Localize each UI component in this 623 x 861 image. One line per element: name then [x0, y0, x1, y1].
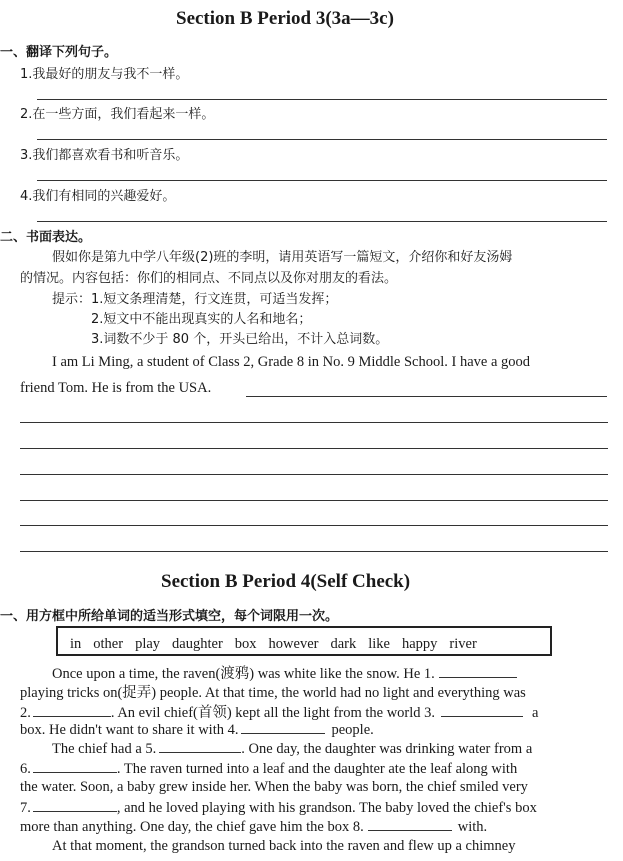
- passage-line: The chief had a 5. . One day, the daughter was drinking water from a: [52, 741, 533, 757]
- passage-line: 6. . The raven turned into a leaf and the daughter ate the leaf along with: [20, 761, 518, 777]
- passage-line: 7. , and he loved playing with his grandson. The baby loved the chief's box: [20, 800, 537, 816]
- blank-7[interactable]: [33, 799, 117, 812]
- writing-line[interactable]: [20, 448, 608, 449]
- passage-line: box. He didn't want to share it with 4. people.: [20, 722, 374, 738]
- answer-line[interactable]: [37, 221, 607, 222]
- passage-line: 2. . An evil chief(首领) kept all the light from the world 3. a: [20, 705, 539, 721]
- passage-line: At that moment, the grandson turned back into the raven and flew up a chimney: [52, 838, 516, 854]
- word-box-item: river: [449, 636, 477, 652]
- word-box-item: other: [93, 636, 124, 652]
- blank-5[interactable]: [159, 740, 241, 753]
- word-box-item: play: [135, 636, 161, 652]
- blank-1[interactable]: [439, 665, 517, 678]
- translate-item-3: 3.我们都喜欢看书和听音乐。: [20, 148, 189, 163]
- writing-line[interactable]: [20, 474, 608, 475]
- blank-3[interactable]: [441, 704, 523, 717]
- writing-line[interactable]: [20, 500, 608, 501]
- word-box-item: happy: [401, 636, 438, 652]
- writing-line[interactable]: [246, 396, 607, 397]
- writing-line[interactable]: [20, 551, 608, 552]
- blank-8[interactable]: [368, 818, 452, 831]
- passage-line: playing tricks on(捉弄) people. At that time, the world had no light and everything was: [20, 685, 526, 701]
- word-box-item: like: [368, 636, 390, 652]
- writing-hint-3: 3.词数不少于 80 个，开头已给出，不计入总词数。: [91, 332, 389, 347]
- translate-item-1: 1.我最好的朋友与我不一样。: [20, 67, 189, 82]
- translate-item-2: 2.在一些方面，我们看起来一样。: [20, 107, 215, 122]
- word-box-item: box: [234, 636, 257, 652]
- passage-line: Once upon a time, the raven(渡鸦) was white like the snow. He 1.: [52, 662, 517, 683]
- word-box-item: dark: [330, 636, 357, 652]
- writing-line[interactable]: [20, 422, 608, 423]
- translate-item-4: 4.我们有相同的兴趣爱好。: [20, 189, 176, 204]
- writing-hint-2: 2.短文中不能出现真实的人名和地名；: [91, 312, 312, 327]
- writing-start-text: friend Tom. He is from the USA.: [20, 380, 212, 396]
- answer-line[interactable]: [37, 180, 607, 181]
- section-title-period-4: Section B Period 4(Self Check): [161, 571, 411, 592]
- part-heading-translate: 一、翻译下列句子。: [0, 45, 118, 60]
- section-title-period-3: Section B Period 3(3a—3c): [176, 8, 394, 29]
- word-box-item: however: [268, 636, 319, 652]
- word-box-item: daughter: [172, 636, 223, 652]
- writing-line[interactable]: [20, 525, 608, 526]
- writing-prompt: 的情况。内容包括：你们的相同点、不同点以及你对朋友的看法。: [20, 271, 398, 286]
- part-heading-writing: 二、书面表达。: [0, 230, 92, 245]
- writing-start-text: I am Li Ming, a student of Class 2, Grade 8 in No. 9 Middle School. I have a good: [52, 354, 531, 370]
- answer-line[interactable]: [37, 99, 607, 100]
- part-heading-fill-blanks: 一、用方框中所给单词的适当形式填空，每个词限用一次。: [0, 609, 339, 624]
- answer-line[interactable]: [37, 139, 607, 140]
- word-box-item: in: [70, 636, 82, 652]
- blank-4[interactable]: [241, 721, 325, 734]
- passage-line: the water. Soon, a baby grew inside her. When the baby was born, the chief smiled very: [20, 779, 528, 795]
- blank-2[interactable]: [33, 704, 111, 717]
- writing-prompt: 假如你是第九中学八年级(2)班的李明，请用英语写一篇短文，介绍你和好友汤姆: [52, 250, 513, 265]
- blank-6[interactable]: [33, 760, 117, 773]
- word-box: [56, 626, 552, 656]
- passage-line: more than anything. One day, the chief gave him the box 8. with.: [20, 819, 488, 835]
- writing-hint-1: 提示：1.短文条理清楚，行文连贯，可适当发挥；: [52, 292, 338, 307]
